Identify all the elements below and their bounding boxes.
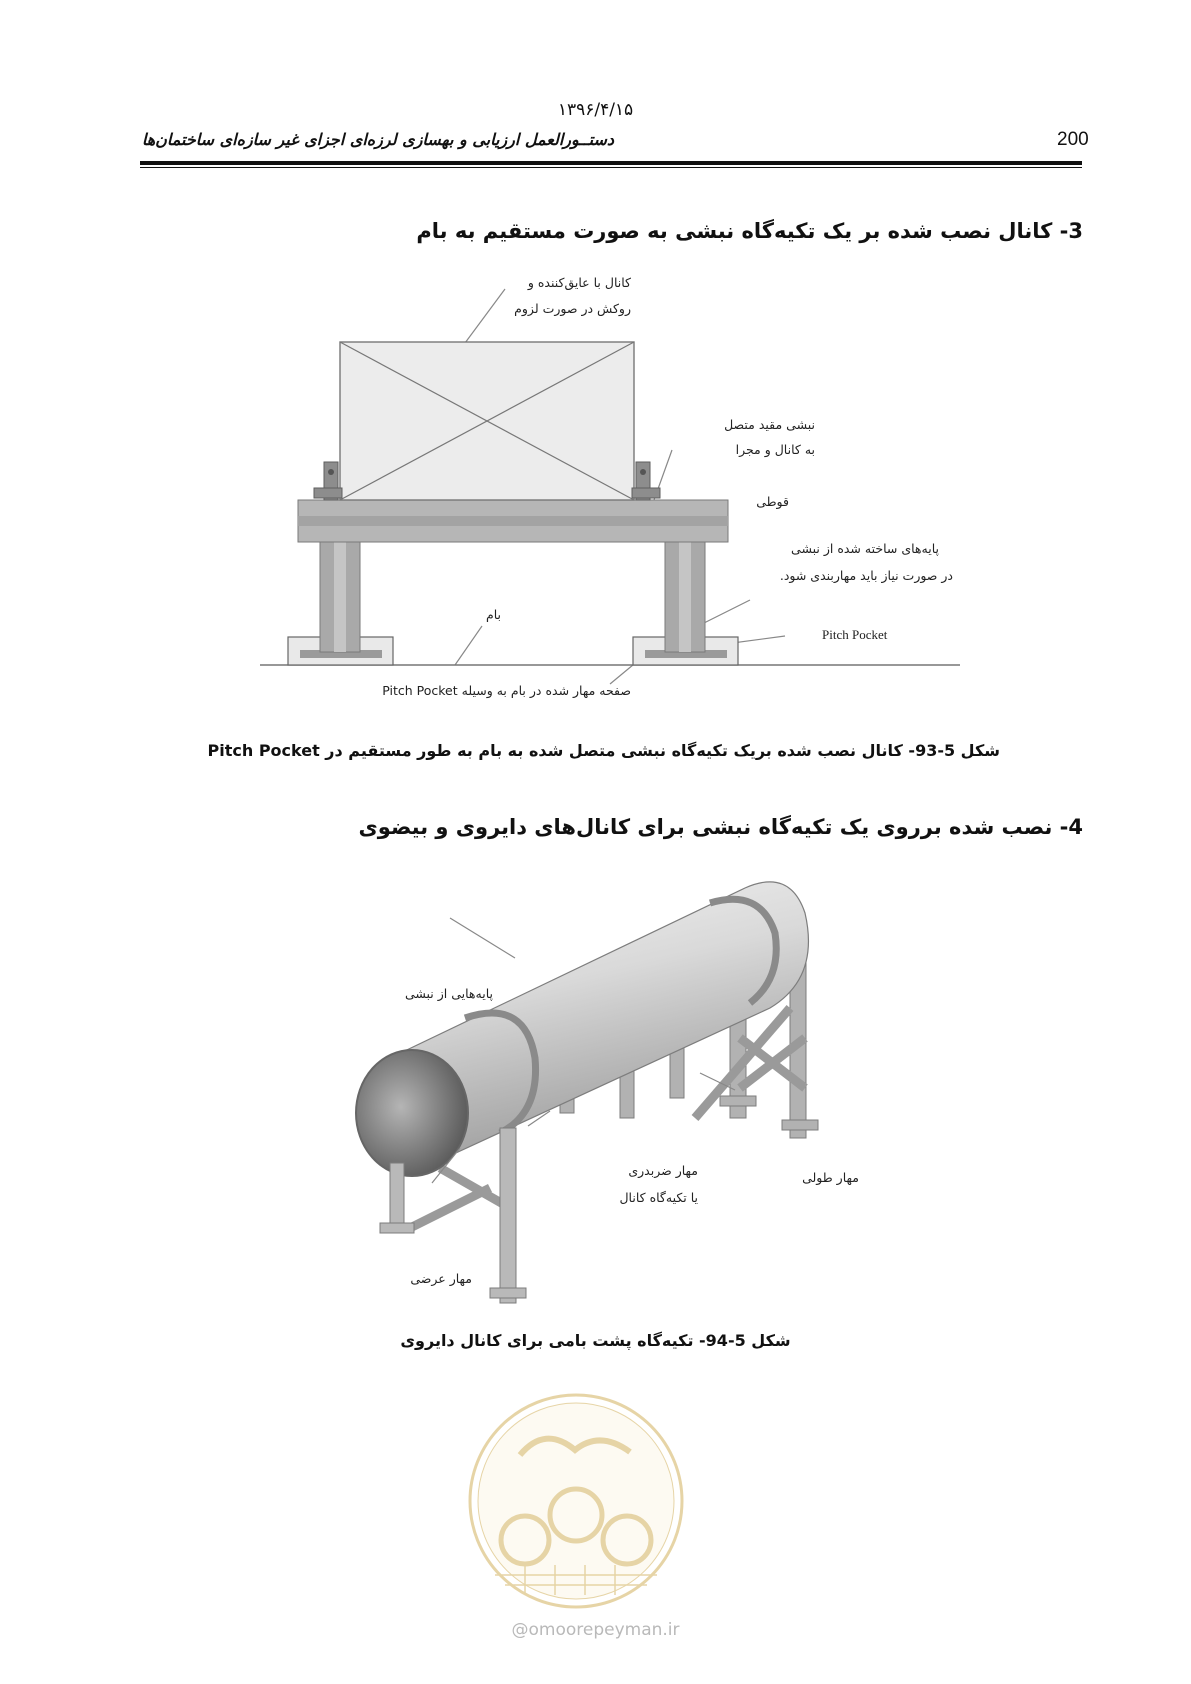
page-number: 200 (1057, 129, 1089, 150)
label-angle-line2: به کانال و مجرا (735, 442, 815, 457)
label-angle-line1: نبشی مقید متصل (724, 417, 815, 432)
figure-93-duct-on-angle-support (250, 260, 970, 720)
watermark-url: omoorepeyman.ir (528, 1620, 680, 1640)
header-date: ۱۳۹۶/۴/۱۵ (557, 100, 634, 120)
label-duct-line1: کانال با عایق‌کننده و (527, 275, 631, 290)
header-rule-thick (140, 161, 1082, 165)
label-bolt: قوطی (756, 494, 789, 509)
label-roof: بام (485, 607, 501, 622)
label-transverse-line2: یا تکیه‌گاه کانال (619, 1190, 698, 1205)
figure-93-caption: شکل 5-93- کانال نصب شده بریک تکیه‌گاه نبشی متصل شده به بام به طور مستقیم در Pitch Pocket (207, 741, 1000, 760)
section-4-heading: 4- نصب شده برروی یک تکیه‌گاه نبشی برای کانال‌های دایروی و بیضوی (358, 815, 1083, 839)
figure-94-round-duct-support (350, 858, 870, 1308)
label-angle-legs: پایه‌هایی از نبشی (404, 986, 493, 1001)
label-transverse-line1: مهار ضربدری (628, 1163, 698, 1178)
duct-opening (356, 1050, 468, 1176)
label-duct-line2: روکش در صورت لزوم (514, 301, 631, 316)
label-pitch-pocket: Pitch Pocket (822, 627, 888, 642)
header-title: دستــورالعمل ارزیابی و بهسازی لرزه‌ای اجزای غیر سازه‌ای ساختمان‌ها (141, 130, 614, 149)
watermark-logo (465, 1390, 687, 1612)
label-legs-line2: در صورت نیاز باید مهاربندی شود. (779, 568, 953, 583)
label-longitudinal-brace: مهار طولی (802, 1170, 859, 1185)
label-legs-line1: پایه‌های ساخته شده از نبشی (791, 541, 939, 556)
watermark-text (0, 1620, 1191, 1640)
leg-right-face (679, 540, 691, 652)
at-icon: @ (511, 1620, 529, 1640)
cross-beam-shade (298, 516, 728, 526)
figure-94-caption: شکل 5-94- تکیه‌گاه پشت بامی برای کانال دایروی (400, 1331, 791, 1350)
header-rule-thin (140, 167, 1082, 168)
label-lateral-brace: مهار عرضی (410, 1271, 472, 1286)
section-3-heading: 3- کانال نصب شده بر یک تکیه‌گاه نبشی به صورت مستقیم به بام (416, 219, 1083, 243)
label-plate: صفحه مهار شده در بام به وسیله Pitch Pocket (382, 683, 631, 698)
leg-left-face (334, 540, 346, 652)
